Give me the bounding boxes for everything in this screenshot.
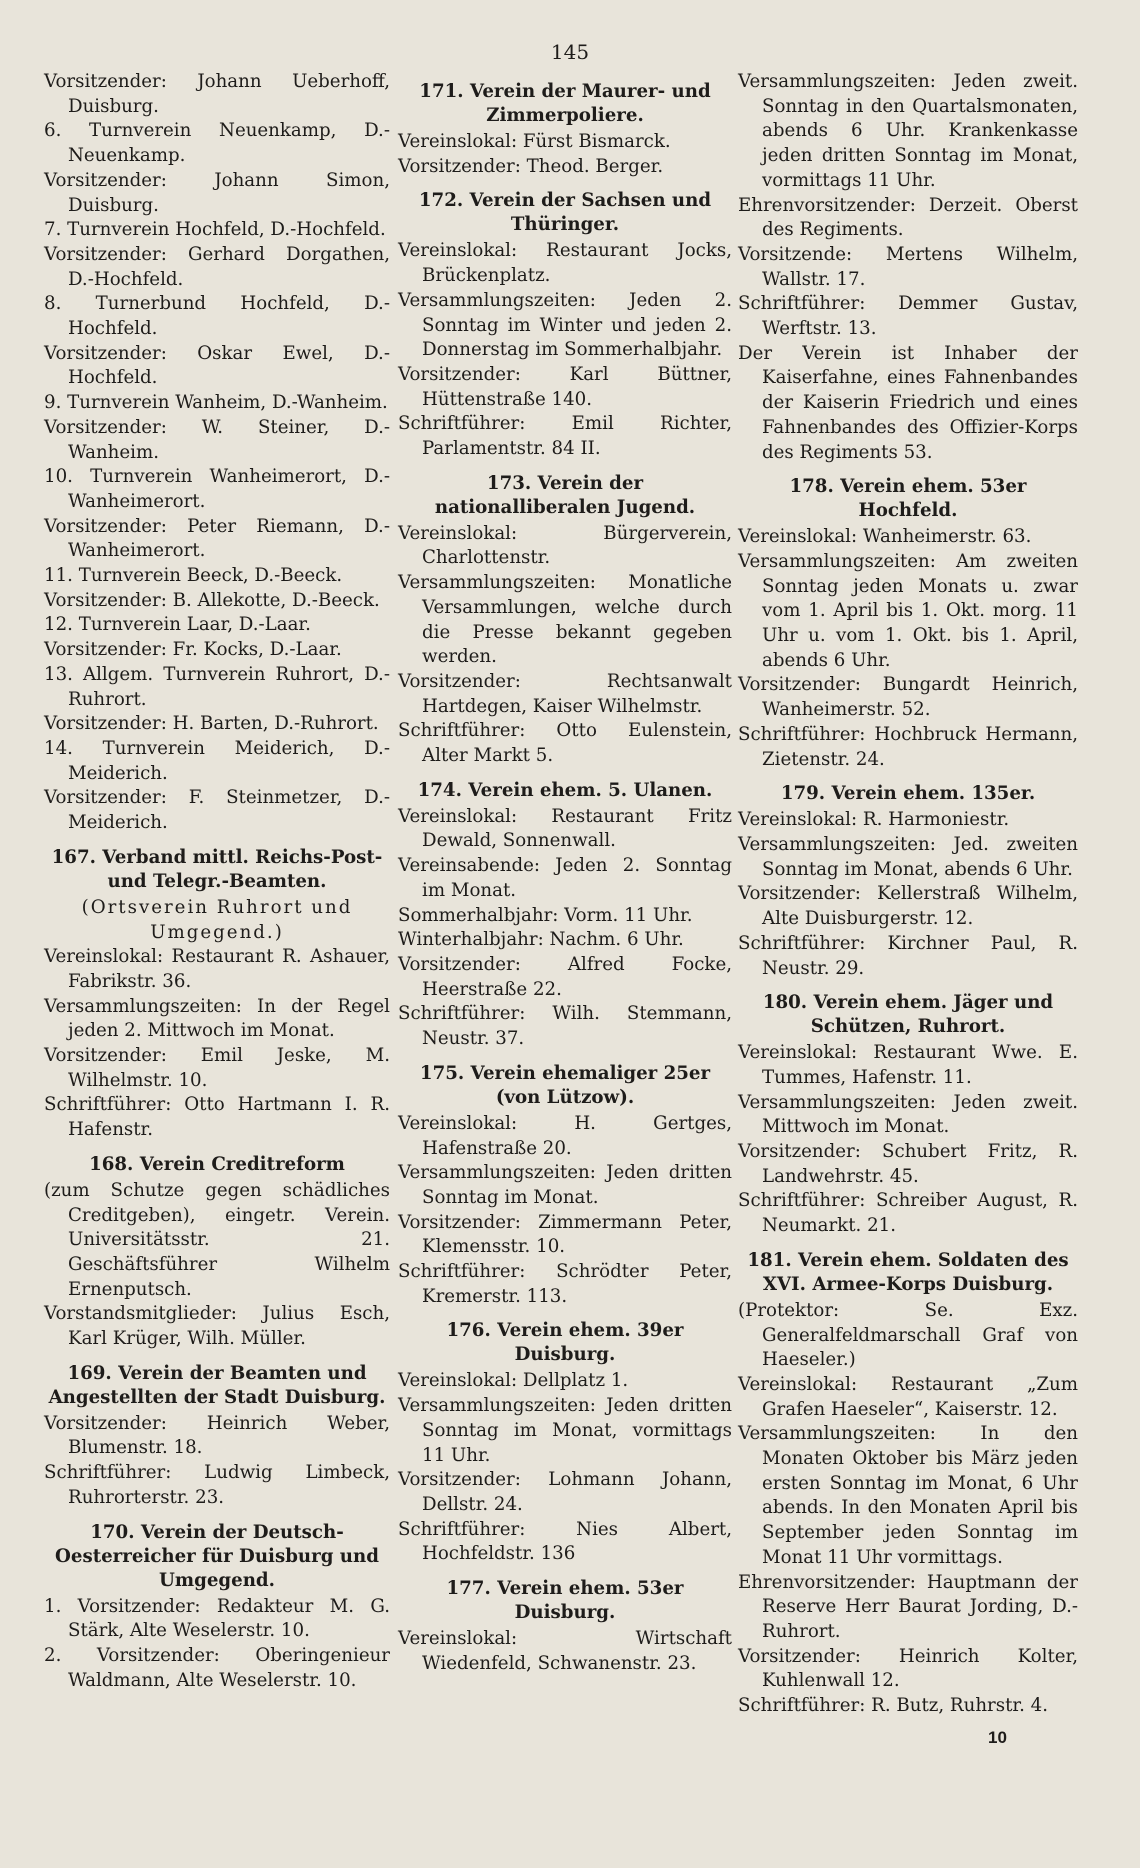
entry-line: (zum Schutze gegen schädliches Creditgeben), eingetr. Verein. Universitätsstr. 21. Geschäftsführer Wilhelm Ernenputsch. — [44, 1179, 390, 1300]
entry-heading: 180. Verein ehem. Jäger und Schützen, Ruhrort. — [762, 992, 1054, 1038]
entry-line: Vorsitzender: Bungardt Heinrich, Wanheimerstr. 52. — [738, 674, 1078, 721]
entry-line: Vorsitzender: Johann Simon, Duisburg. — [44, 169, 390, 216]
entry-heading: 169. Verein der Beamten und Angestellten der Stadt Duisburg. — [48, 1362, 386, 1408]
entry-line: Sommerhalbjahr: Vorm. 11 Uhr. — [398, 904, 693, 926]
entry-line: Vereinslokal: Wirtschaft Wiedenfeld, Schwanenstr. 23. — [398, 1628, 732, 1674]
entry-heading: 170. Verein der Deutsch-Oesterreicher für Duisburg und Umgegend. — [55, 1521, 379, 1591]
entry-heading: 171. Verein der Maurer- und Zimmerpoliere. — [419, 81, 711, 126]
entry-line: Winterhalbjahr: Nachm. 6 Uhr. — [398, 929, 684, 951]
entry-line: 14. Turnverein Meiderich, D.-Meiderich. — [44, 737, 390, 784]
page-number: 145 — [550, 40, 590, 64]
entry-line: Vorstandsmitglieder: Julius Esch, Karl Krüger, Wilh. Müller. — [44, 1303, 390, 1350]
entry-line: Schriftführer: Kirchner Paul, R. Neustr. 29. — [738, 932, 1078, 979]
entry-line: 9. Turnverein Wanheim, D.-Wanheim. — [44, 392, 388, 414]
entry-line: Vorsitzender: Rechtsanwalt Hartdegen, Kaiser Wilhelmstr. — [398, 670, 732, 717]
entry-line: Vorsitzender: Peter Riemann, D.-Wanheimerort. — [44, 515, 390, 562]
entry-line: Schriftführer: Wilh. Stemmann, Neustr. 37. — [398, 1003, 732, 1050]
entry-subtitle: (Ortsverein Ruhrort und Umgegend.) — [81, 896, 353, 943]
entry-line: 2. Vorsitzender: Oberingenieur Waldmann, Alte Weselerstr. 10. — [44, 1644, 390, 1691]
entry-heading: 167. Verband mittl. Reichs-Post- und Telegr.-Beamten. — [51, 846, 383, 892]
entry-line: Vorsitzender: Schubert Fritz, R. Landwehrstr. 45. — [738, 1141, 1078, 1187]
entry-line: 12. Turnverein Laar, D.-Laar. — [44, 614, 311, 636]
entry-line: Versammlungszeiten: Jeden 2. Sonntag im Winter und jeden 2. Donnerstag im Sommerhalbjahr. — [398, 289, 732, 361]
entry-heading: 174. Verein ehem. 5. Ulanen. — [417, 779, 713, 801]
entry-heading: 175. Verein ehemaliger 25er (von Lützow). — [419, 1062, 711, 1108]
entry-line: Versammlungszeiten: Jeden dritten Sonntag im Monat, vormittags 11 Uhr. — [398, 1395, 732, 1466]
entry-line: 8. Turnerbund Hochfeld, D.-Hochfeld. — [44, 293, 390, 340]
entry-line: Versammlungszeiten: In den Monaten Oktober bis März jeden ersten Sonntag im Monat, 6 Uhr abends. In den Monaten April bis September jeden Sonntag im Monat 11 Uhr vormittags. — [738, 1423, 1078, 1568]
entry-line: Vorsitzender: H. Barten, D.-Ruhrort. — [44, 713, 379, 735]
entry-line: Ehrenvorsitzender: Hauptmann der Reserve Herr Baurat Jording, D.-Ruhrort. — [738, 1571, 1078, 1642]
entry-line: Vereinslokal: Restaurant „Zum Grafen Haeseler“, Kaiserstr. 12. — [738, 1373, 1078, 1420]
entry-line: Vereinslokal: Restaurant R. Ashauer, Fabrikstr. 36. — [44, 946, 390, 992]
entry-line: Versammlungszeiten: Jed. zweiten Sonntag im Monat, abends 6 Uhr. — [738, 833, 1078, 880]
entry-line: Schriftführer: Emil Richter, Parlamentstr. 84 II. — [398, 413, 732, 460]
entry-line: Vorsitzender: B. Allekotte, D.-Beeck. — [44, 589, 380, 611]
entry-heading: 168. Verein Creditreform — [89, 1153, 345, 1175]
entry-line: Vereinslokal: Dellplatz 1. — [398, 1370, 629, 1392]
entry-line: 6. Turnverein Neuenkamp, D.-Neuenkamp. — [44, 120, 390, 167]
entry-line: Versammlungszeiten: Jeden dritten Sonntag im Monat. — [398, 1162, 732, 1208]
entry-line: Schriftführer: Ludwig Limbeck, Ruhrorterstr. 23. — [44, 1462, 390, 1508]
entry-line: Vereinslokal: Wanheimerstr. 63. — [738, 526, 1032, 548]
entry-line: Vorsitzender: Johann Ueberhoff, Duisburg. — [44, 71, 390, 117]
entry-line: Vereinslokal: Restaurant Wwe. E. Tummes, Hafenstr. 11. — [738, 1042, 1078, 1088]
entry-line: Vereinsabende: Jeden 2. Sonntag im Monat. — [398, 855, 732, 901]
entry-line: Vorsitzender: Karl Büttner, Hüttenstraße 140. — [398, 363, 732, 410]
entry-line: Versammlungszeiten: Jeden zweit. Mittwoch im Monat. — [738, 1091, 1078, 1138]
entry-line: 13. Allgem. Turnverein Ruhrort, D.-Ruhrort. — [44, 663, 390, 710]
entry-line: Vorsitzender: Oskar Ewel, D.-Hochfeld. — [44, 342, 390, 389]
entry-line: (Protektor: Se. Exz. Generalfeldmarschall Graf von Haeseler.) — [738, 1299, 1078, 1371]
entry-heading: 178. Verein ehem. 53er Hochfeld. — [789, 476, 1027, 522]
entry-line: Versammlungszeiten: Jeden zweit. Sonntag in den Quartalsmonaten, abends 6 Uhr. Krankenkasse jeden dritten Sonntag im Monat, vormittags 11 Uhr. — [738, 71, 1078, 191]
entry-heading: 173. Verein der nationalliberalen Jugend. — [434, 472, 696, 518]
entry-line: Schriftführer: R. Butz, Ruhrstr. 4. — [738, 1695, 1048, 1717]
entry-line: Vorsitzender: Lohmann Johann, Dellstr. 24. — [398, 1469, 732, 1515]
entry-line: Schriftführer: Nies Albert, Hochfeldstr. 136 — [398, 1518, 732, 1565]
entry-line: Vorsitzender: W. Steiner, D.-Wanheim. — [44, 416, 390, 463]
entry-line: Schriftführer: Schrödter Peter, Kremerstr. 113. — [398, 1261, 732, 1307]
entry-line: Vereinslokal: Fürst Bismarck. — [398, 131, 671, 152]
entry-line: Der Verein ist Inhaber der Kaiserfahne, eines Fahnenbandes der Kaiserin Friedrich und eines Fahnenbandes des Offizier-Korps des Regiments 53. — [738, 342, 1078, 463]
entry-heading: 176. Verein ehem. 39er Duisburg. — [446, 1320, 684, 1366]
column-left — [44, 70, 390, 1693]
entry-line: Vereinslokal: Bürgerverein, Charlottenstr. — [398, 522, 732, 569]
entry-line: 11. Turnverein Beeck, D.-Beeck. — [44, 565, 343, 587]
entry-line: Schriftführer: Demmer Gustav, Werftstr. 13. — [738, 293, 1078, 340]
footer-mark: 10 — [988, 1728, 1007, 1747]
entry-line: Vorsitzender: Heinrich Kolter, Kuhlenwall 12. — [738, 1645, 1078, 1692]
entry-line: Vorsitzende: Mertens Wilhelm, Wallstr. 17. — [738, 243, 1078, 290]
entry-line: Vereinslokal: R. Harmoniestr. — [738, 809, 1010, 831]
entry-line: Vorsitzender: Alfred Focke, Heerstraße 22. — [398, 953, 732, 1000]
entry-line: Vereinslokal: Restaurant Jocks, Brückenplatz. — [398, 240, 732, 287]
entry-heading: 172. Verein der Sachsen und Thüringer. — [418, 190, 712, 236]
entry-line: Vorsitzender: Zimmermann Peter, Klemensstr. 10. — [398, 1211, 732, 1258]
entry-line: Schriftführer: Hochbruck Hermann, Zietenstr. 24. — [738, 723, 1078, 770]
entry-line: Versammlungszeiten: Monatliche Versammlungen, welche durch die Presse bekannt gegeben werden. — [398, 572, 732, 668]
entry-line: Vorsitzender: Kellerstraß Wilhelm, Alte Duisburgerstr. 12. — [738, 883, 1078, 930]
entry-heading: 181. Verein ehem. Soldaten des XVI. Armee-Korps Duisburg. — [747, 1249, 1069, 1295]
entry-line: Ehrenvorsitzender: Derzeit. Oberst des Regiments. — [738, 194, 1078, 241]
entry-line: Vorsitzender: Emil Jeske, M. Wilhelmstr. 10. — [44, 1045, 390, 1091]
entry-line: Versammlungszeiten: Am zweiten Sonntag jeden Monats u. zwar vom 1. April bis 1. Okt. morg. 11 Uhr u. vom 1. Okt. bis 1. April, abends 6 Uhr. — [738, 550, 1078, 671]
entry-line: 7. Turnverein Hochfeld, D.-Hochfeld. — [44, 219, 386, 241]
entry-line: Versammlungszeiten: In der Regel jeden 2. Mittwoch im Monat. — [44, 995, 390, 1042]
entry-heading: 177. Verein ehem. 53er Duisburg. — [446, 1578, 684, 1624]
entry-line: Vereinslokal: H. Gertges, Hafenstraße 20. — [398, 1112, 732, 1159]
entry-line: Vorsitzender: F. Steinmetzer, D.-Meiderich. — [44, 787, 390, 834]
entry-line: Vorsitzender: Theod. Berger. — [398, 155, 664, 177]
entry-line: Vorsitzender: Fr. Kocks, D.-Laar. — [44, 639, 342, 661]
entry-line: 1. Vorsitzender: Redakteur M. G. Stärk, Alte Weselerstr. 10. — [44, 1595, 390, 1642]
entry-line: 10. Turnverein Wanheimerort, D.-Wanheimerort. — [44, 466, 390, 512]
column-middle — [398, 70, 732, 1676]
entry-line: Schriftführer: Otto Hartmann I. R. Hafenstr. — [44, 1094, 390, 1141]
entry-line: Schriftführer: Otto Eulenstein, Alter Markt 5. — [398, 720, 732, 767]
entry-line: Vorsitzender: Gerhard Dorgathen, D.-Hochfeld. — [44, 243, 390, 290]
entry-line: Schriftführer: Schreiber August, R. Neumarkt. 21. — [738, 1190, 1078, 1237]
entry-line: Vereinslokal: Restaurant Fritz Dewald, Sonnenwall. — [398, 805, 732, 852]
entry-heading: 179. Verein ehem. 135er. — [780, 783, 1036, 805]
column-right — [738, 70, 1078, 1719]
entry-line: Vorsitzender: Heinrich Weber, Blumenstr. 18. — [44, 1412, 390, 1459]
